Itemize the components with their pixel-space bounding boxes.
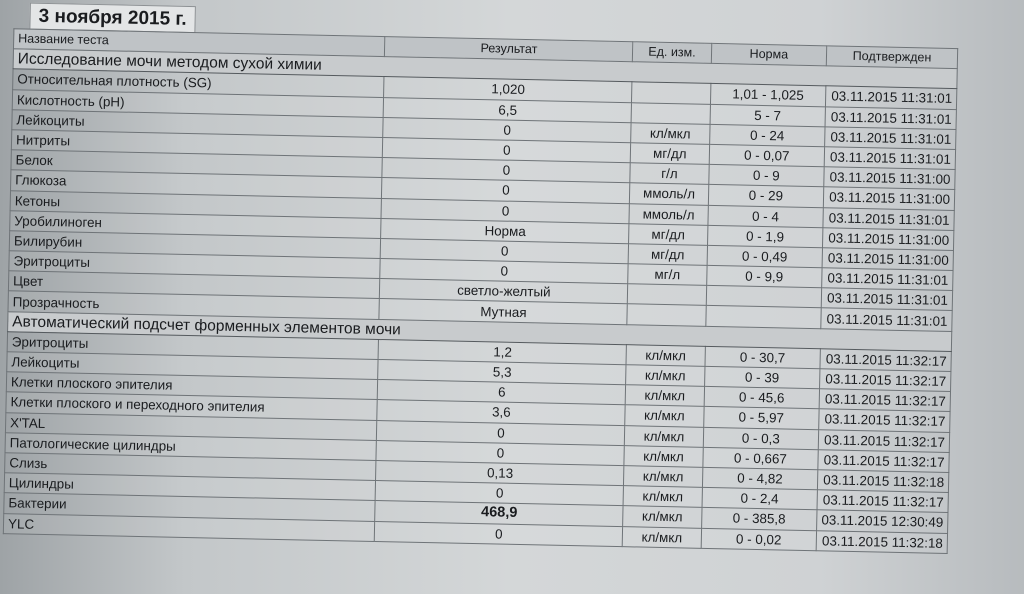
result-cell: 3,6 (377, 400, 625, 425)
norm-cell: 0 - 0,02 (701, 528, 817, 551)
test-name-cell: Цвет (8, 271, 380, 299)
confirmed-cell: 03.11.2015 11:31:01 (825, 127, 956, 150)
confirmed-cell: 03.11.2015 11:31:01 (822, 268, 953, 291)
column-header-norm: Норма (711, 43, 827, 66)
confirmed-cell: 03.11.2015 11:32:17 (820, 369, 951, 392)
norm-cell (706, 286, 822, 309)
norm-cell: 1,01 - 1,025 (710, 84, 826, 107)
result-cell: 1,020 (384, 77, 632, 102)
test-name-cell: Относительная плотность (SG) (13, 69, 385, 97)
column-header-confirmed: Подтвержден (826, 46, 957, 69)
norm-cell: 0 - 29 (708, 185, 824, 208)
test-name-cell: Глюкоза (11, 170, 383, 198)
confirmed-cell: 03.11.2015 11:31:00 (822, 248, 953, 271)
section-title: Исследование мочи методом сухой химии (13, 49, 957, 89)
column-header-unit: Ед. изм. (633, 42, 712, 64)
test-name-cell: Кислотность (pH) (12, 89, 384, 117)
unit-cell (632, 82, 711, 104)
norm-cell: 0 - 4,82 (702, 467, 818, 490)
result-cell: 6,5 (384, 97, 632, 122)
unit-cell: мг/дл (628, 244, 707, 266)
result-cell: светло-желтый (380, 279, 628, 304)
confirmed-cell: 03.11.2015 11:32:17 (818, 429, 949, 452)
test-name-cell: X'TAL (5, 412, 377, 440)
unit-cell: кл/мкл (623, 486, 702, 508)
unit-cell: кл/мкл (626, 345, 705, 367)
result-cell: 5,3 (378, 360, 626, 385)
result-cell: Норма (381, 218, 629, 243)
confirmed-cell: 03.11.2015 11:31:01 (821, 288, 952, 311)
unit-cell: кл/мкл (625, 405, 704, 427)
result-cell: 468,9 (375, 501, 623, 526)
test-name-cell: Белок (11, 150, 383, 178)
test-name-cell: Кетоны (10, 190, 382, 218)
result-cell: 0 (376, 481, 624, 506)
result-cell: 0 (382, 178, 630, 203)
unit-cell: мг/дл (629, 223, 708, 245)
test-name-cell: Уробилиноген (10, 210, 382, 238)
result-cell: 0 (375, 521, 623, 546)
result-cell: 1,2 (378, 339, 626, 364)
unit-cell: кл/мкл (631, 122, 710, 144)
unit-cell: мг/дл (631, 143, 710, 165)
confirmed-cell: 03.11.2015 11:32:18 (816, 530, 947, 553)
column-header-name: Название теста (13, 29, 385, 57)
test-name-cell: Лейкоциты (12, 110, 384, 138)
unit-cell (631, 102, 710, 124)
section-title: Автоматический подсчет форменных элементов мочи (8, 311, 952, 351)
norm-cell: 0 - 5,97 (703, 407, 819, 430)
confirmed-cell: 03.11.2015 11:32:17 (819, 409, 950, 432)
confirmed-cell: 03.11.2015 11:32:17 (820, 349, 951, 372)
norm-cell (705, 306, 821, 329)
result-cell: 0 (381, 198, 629, 223)
result-cell: 0 (376, 440, 624, 465)
confirmed-cell: 03.11.2015 11:32:17 (817, 490, 948, 513)
unit-cell: ммоль/л (630, 183, 709, 205)
norm-cell: 0 - 9 (708, 165, 824, 188)
confirmed-cell: 03.11.2015 11:31:01 (823, 207, 954, 230)
norm-cell: 0 - 2,4 (702, 487, 818, 510)
confirmed-cell: 03.11.2015 11:32:18 (818, 470, 949, 493)
confirmed-cell: 03.11.2015 11:31:01 (824, 147, 955, 170)
unit-cell: г/л (630, 163, 709, 185)
unit-cell: мг/л (628, 264, 707, 286)
unit-cell: кл/мкл (626, 365, 705, 387)
result-cell: 0 (382, 158, 630, 183)
unit-cell: ммоль/л (629, 203, 708, 225)
test-name-cell: Лейкоциты (7, 352, 379, 380)
norm-cell: 0 - 9,9 (706, 265, 822, 288)
test-name-cell: YLC (3, 513, 375, 541)
column-header-result: Результат (385, 37, 633, 62)
results-table (3, 28, 958, 553)
report-date: 3 ноября 2015 г. (29, 3, 196, 33)
test-name-cell: Бактерии (4, 493, 376, 521)
unit-cell (628, 284, 707, 306)
result-cell: 0 (383, 137, 631, 162)
test-name-cell: Клетки плоского эпителия (6, 372, 378, 400)
norm-cell: 0 - 24 (709, 124, 825, 147)
norm-cell: 0 - 1,9 (707, 225, 823, 248)
confirmed-cell: 03.11.2015 12:30:49 (817, 510, 948, 533)
section-cell-count (3, 311, 951, 553)
result-cell: 0 (381, 238, 629, 263)
test-name-cell: Нитриты (11, 130, 383, 158)
unit-cell: кл/мкл (623, 526, 702, 548)
test-name-cell: Билирубин (9, 231, 381, 259)
unit-cell: кл/мкл (625, 385, 704, 407)
unit-cell: кл/мкл (623, 506, 702, 528)
unit-cell: кл/мкл (625, 425, 704, 447)
confirmed-cell: 03.11.2015 11:32:17 (818, 449, 949, 472)
confirmed-cell: 03.11.2015 11:31:01 (821, 308, 952, 331)
result-cell: 6 (378, 380, 626, 405)
section-dry-chemistry (8, 49, 957, 331)
result-cell: 0 (383, 117, 631, 142)
result-cell: 0,13 (376, 460, 624, 485)
unit-cell: кл/мкл (624, 445, 703, 467)
norm-cell: 0 - 0,3 (703, 427, 819, 450)
test-name-cell: Клетки плоского и переходного эпителия (6, 392, 378, 420)
test-name-cell: Прозрачность (8, 291, 380, 319)
confirmed-cell: 03.11.2015 11:31:00 (824, 167, 955, 190)
confirmed-cell: 03.11.2015 11:31:01 (825, 106, 956, 129)
norm-cell: 0 - 0,667 (702, 447, 818, 470)
result-cell: 0 (380, 259, 628, 284)
norm-cell: 0 - 0,49 (707, 245, 823, 268)
norm-cell: 0 - 0,07 (709, 144, 825, 167)
test-name-cell: Слизь (5, 453, 377, 481)
test-name-cell: Патологические цилиндры (5, 432, 377, 460)
test-name-cell: Эритроциты (7, 332, 379, 360)
result-cell: 0 (377, 420, 625, 445)
norm-cell: 5 - 7 (710, 104, 826, 127)
result-cell: Мутная (379, 299, 627, 324)
norm-cell: 0 - 385,8 (701, 508, 817, 531)
confirmed-cell: 03.11.2015 11:31:01 (826, 86, 957, 109)
test-name-cell: Эритроциты (9, 251, 381, 279)
confirmed-cell: 03.11.2015 11:32:17 (819, 389, 950, 412)
confirmed-cell: 03.11.2015 11:31:00 (823, 187, 954, 210)
norm-cell: 0 - 30,7 (705, 346, 821, 369)
norm-cell: 0 - 4 (708, 205, 824, 228)
confirmed-cell: 03.11.2015 11:31:00 (823, 227, 954, 250)
norm-cell: 0 - 45,6 (704, 387, 820, 410)
unit-cell: кл/мкл (624, 466, 703, 488)
unit-cell (627, 304, 706, 326)
test-name-cell: Цилиндры (4, 473, 376, 501)
norm-cell: 0 - 39 (704, 366, 820, 389)
